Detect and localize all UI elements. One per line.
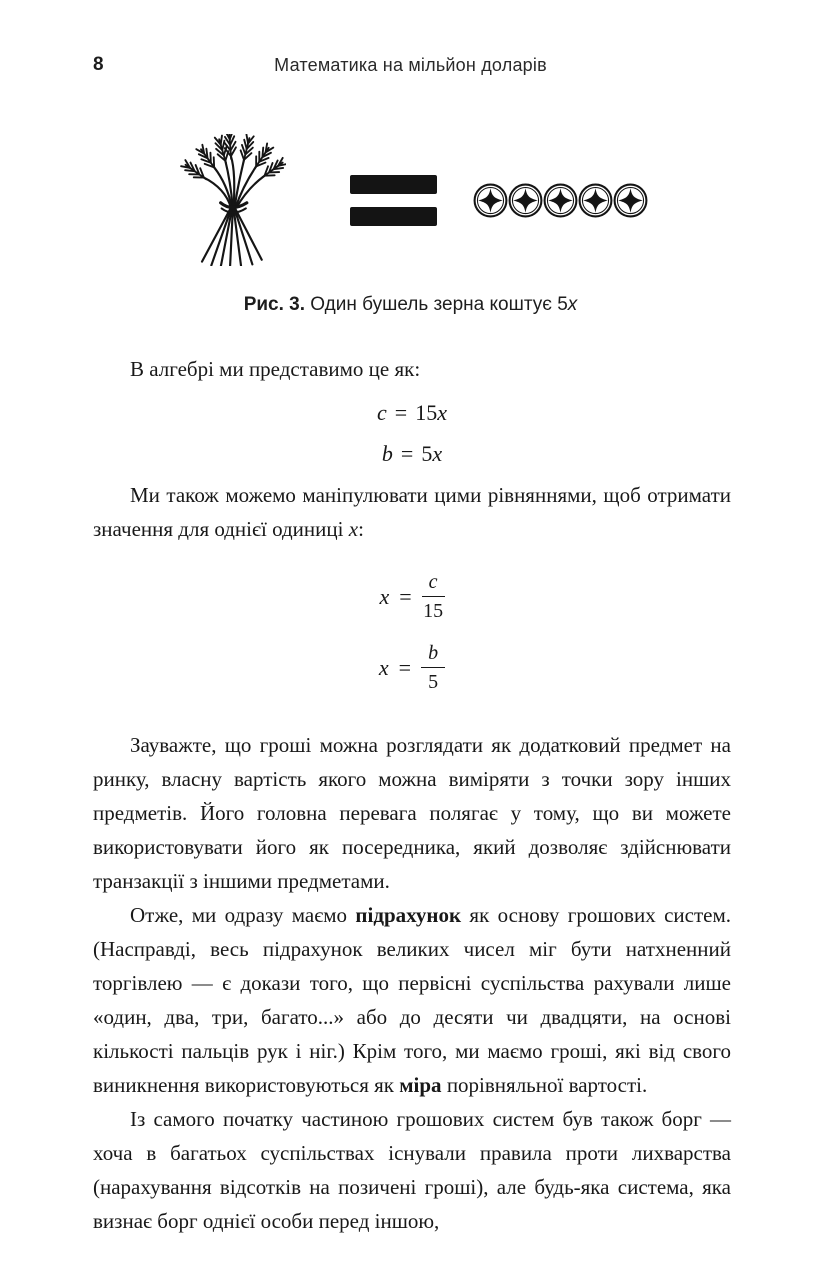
coin-icon xyxy=(578,183,613,218)
wheat-sheaf-icon xyxy=(174,134,286,266)
coin-icon xyxy=(543,183,578,218)
equation-c xyxy=(93,392,731,433)
fraction-lhs: x xyxy=(378,654,389,680)
equations-block xyxy=(93,392,731,474)
running-title: Математика на мільйон доларів xyxy=(274,55,547,75)
paragraph-debt: Із самого початку частиною грошових систем був також борг — хоча в багатьох суспільствах існували правила проти лихварства (нарахування відсотків на позичені гроші), але будь-яка система, яка визнає борг однієї особи перед іншою, xyxy=(93,1107,731,1233)
figure-caption-variable: x xyxy=(567,294,578,315)
fraction-equation-c xyxy=(93,570,731,623)
bold-term-measure: міра xyxy=(399,1073,442,1097)
inline-variable-x: x xyxy=(348,517,359,541)
equals-sign-icon xyxy=(350,175,437,226)
equation-rel: = xyxy=(400,441,414,466)
fraction-denominator: 15 xyxy=(423,600,444,622)
equation-b xyxy=(93,433,731,474)
equation-lhs: b xyxy=(381,441,393,466)
paragraph-manipulate: Ми також можемо маніпулювати цими рівняннями, щоб отримати значення для однієї одиниці x: xyxy=(93,483,731,541)
coin-icon xyxy=(613,183,648,218)
fraction-equation-b xyxy=(93,641,731,694)
fraction-denominator: 5 xyxy=(428,671,439,693)
equals-bar-top xyxy=(350,175,437,194)
page-number: 8 xyxy=(93,54,104,75)
figure-caption xyxy=(0,294,821,316)
body-copy xyxy=(93,352,731,1238)
running-head xyxy=(0,54,821,78)
fraction-rel: = xyxy=(398,654,412,680)
fraction-rel: = xyxy=(399,583,412,609)
bold-term-counting: підрахунок xyxy=(355,903,462,927)
fraction-lhs: x xyxy=(379,583,390,609)
equals-bar-bottom xyxy=(350,207,437,226)
equation-coefficient: 5 xyxy=(421,441,433,466)
equation-variable: x xyxy=(437,400,447,425)
fraction-numerator: b xyxy=(421,641,445,668)
paragraph-money-commodity: Зауважте, що гроші можна розглядати як додатковий предмет на ринку, власну вартість якого можна виміряти з точки зору інших предметів. Його головна перевага полягає у тому, що ви можете використовувати його як посередника, який дозволяє здійснювати транзакції з іншими предметами. xyxy=(93,733,731,893)
coin-icon xyxy=(508,183,543,218)
coin-icon xyxy=(473,183,508,218)
equation-variable: x xyxy=(432,441,443,466)
figure-3 xyxy=(0,132,821,316)
equation-lhs: c xyxy=(377,400,387,425)
equation-rel: = xyxy=(394,400,408,425)
fraction xyxy=(421,641,445,694)
figure-caption-text: Один бушель зерна коштує 5 xyxy=(305,294,568,315)
fraction xyxy=(422,570,445,623)
paragraph-intro: В алгебрі ми представимо це як: xyxy=(130,357,421,381)
fraction-numerator: c xyxy=(422,570,445,597)
equation-coefficient: 15 xyxy=(415,400,438,425)
paragraph-counting: Отже, ми одразу маємо підрахунок як основу грошових систем. (Насправді, весь підрахунок великих чисел міг бути натхненний торгівлею — є докази того, що первісні суспільства рахували лише «один, два, три, багато...» або до десяти чи двадцяти, на основі кількості пальців рук і ніг.) Крім того, ми маємо гроші, які від свого виникнення використовуються як міра порівняльної вартості. xyxy=(93,903,731,1097)
figure-illustration xyxy=(0,132,821,268)
figure-caption-label: Рис. 3. xyxy=(243,294,306,315)
coin-row xyxy=(473,183,648,218)
